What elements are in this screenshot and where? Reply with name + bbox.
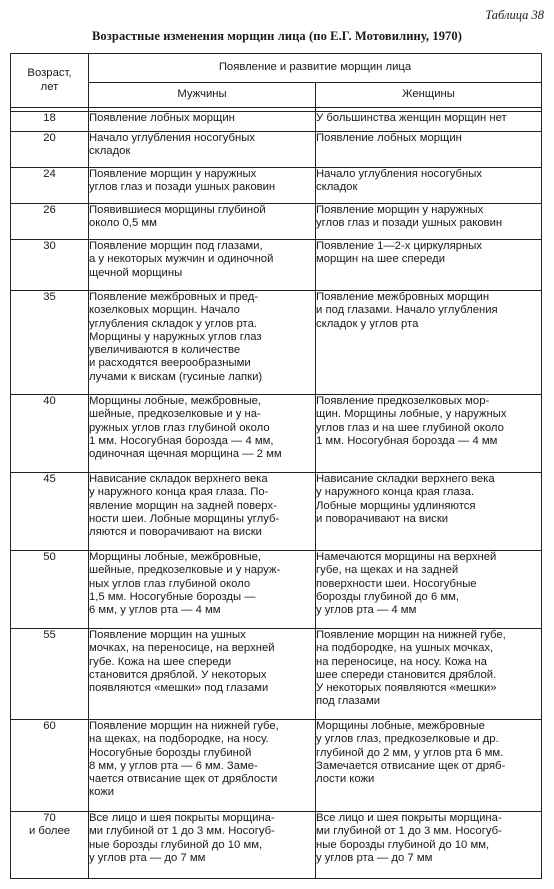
age-cell: 20 [11,132,89,168]
table-row [11,720,542,812]
men-cell: Появление морщин под глазами, а у некоторых мужчин и одиночной щечной морщины [89,240,316,291]
table-body [11,112,542,879]
table-row [11,812,542,879]
table-row [11,473,542,551]
age-cell: 30 [11,240,89,291]
women-cell: Появление межбровных морщин и под глазами. Начало углубления складок у углов рта [316,291,542,395]
age-cell: 70 и более [11,812,89,879]
men-cell: Начало углубления носогубных складок [89,132,316,168]
wrinkles-table [10,53,542,879]
women-cell: Появление морщин у наружных углов глаз и позади ушных раковин [316,204,542,240]
table-row [11,629,542,720]
women-cell: Появление предкозелковых мор- щин. Морщины лобные, у наружных углов глаз и на шее глубиной около 1 мм. Носогубная борозда — 4 мм [316,395,542,473]
table-row [11,551,542,629]
age-cell: 18 [11,112,89,132]
women-column-header: Женщины [316,83,542,108]
men-cell: Морщины лобные, межбровные, шейные, предкозелковые и у на- ружных углов глаз глубиной около 1 мм. Носогубная борозда — 4 мм, одиночная щечная морщина — 2 мм [89,395,316,473]
table-row [11,132,542,168]
age-cell: 45 [11,473,89,551]
men-cell: Появление морщин у наружных углов глаз и позади ушных раковин [89,168,316,204]
age-cell: 40 [11,395,89,473]
women-cell: У большинства женщин морщин нет [316,112,542,132]
age-cell: 55 [11,629,89,720]
wrinkles-group-header: Появление и развитие морщин лица [89,54,542,83]
table-row [11,168,542,204]
table-row [11,204,542,240]
men-cell: Появившиеся морщины глубиной около 0,5 мм [89,204,316,240]
age-cell: 50 [11,551,89,629]
table-row [11,112,542,132]
women-cell: Появление 1—2-х циркулярных морщин на шее спереди [316,240,542,291]
women-cell: Все лицо и шея покрыты морщина- ми глубиной от 1 до 3 мм. Носогуб- ные борозды глубиной до 10 мм, у углов рта — до 7 мм [316,812,542,879]
women-cell: Начало углубления носогубных складок [316,168,542,204]
table-title: Возрастные изменения морщин лица (по Е.Г. Мотовилину, 1970) [91,29,463,43]
table-number: Таблица 38 [485,8,544,22]
women-cell: Нависание складки верхнего века у наружного конца края глаза. Лобные морщины удлиняются и поворачивают на виски [316,473,542,551]
age-cell: 26 [11,204,89,240]
women-cell: Появление лобных морщин [316,132,542,168]
table-row [11,291,542,395]
men-cell: Все лицо и шея покрыты морщина- ми глубиной от 1 до 3 мм. Носогуб- ные борозды глубиной до 10 мм, у углов рта — до 7 мм [89,812,316,879]
men-cell: Появление морщин на нижней губе, на щеках, на подбородке, на носу. Носогубные борозды глубиной 8 мм, у углов рта — 6 мм. Заме- чается отвисание щек от дряблости кожи [89,720,316,812]
women-cell: Морщины лобные, межбровные у углов глаз, предкозелковые и др. глубиной до 2 мм, у углов рта 6 мм. Замечается отвисание щек от дряб- лости кожи [316,720,542,812]
men-cell: Появление лобных морщин [89,112,316,132]
men-column-header: Мужчины [89,83,316,108]
table-row [11,240,542,291]
women-cell: Намечаются морщины на верхней губе, на щеках и на задней поверхности шеи. Носогубные борозды глубиной до 6 мм, у углов рта — 4 мм [316,551,542,629]
age-cell: 60 [11,720,89,812]
men-cell: Появление морщин на ушных мочках, на переносице, на верхней губе. Кожа на шее спереди становится дряблой. У некоторых появляются «мешки» под глазами [89,629,316,720]
men-cell: Морщины лобные, межбровные, шейные, предкозелковые и у наруж- ных углов глаз глубиной около 1,5 мм. Носогубные борозды — 6 мм, у углов рта — 4 мм [89,551,316,629]
age-column-header: Возраст, лет [11,54,89,108]
age-cell: 35 [11,291,89,395]
age-cell: 24 [11,168,89,204]
women-cell: Появление морщин на нижней губе, на подбородке, на ушных мочках, на переносице, на носу. Кожа на шее спереди становится дряблой. У некоторых появляются «мешки» под глазами [316,629,542,720]
table-row [11,395,542,473]
men-cell: Нависание складок верхнего века у наружного конца края глаза. По- явление морщин на задней поверх- ности шеи. Лобные морщины углуб- ляются и поворачивают на виски [89,473,316,551]
men-cell: Появление межбровных и пред- козелковых морщин. Начало углубления складок у углов рта. Морщины у наружных углов глаз увеличиваются в количестве и расходятся веерообразными лучами к вискам (гусиные лапки) [89,291,316,395]
